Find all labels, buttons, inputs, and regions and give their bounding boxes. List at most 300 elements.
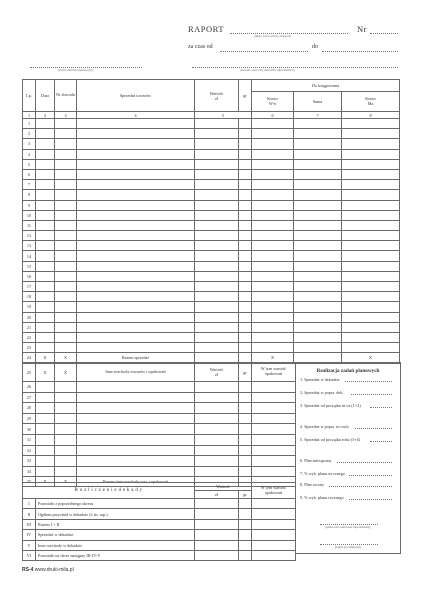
cell[interactable]: [36, 424, 55, 435]
cell[interactable]: [195, 519, 239, 529]
cell[interactable]: [77, 413, 195, 424]
cell[interactable]: [252, 282, 294, 292]
cell[interactable]: [195, 302, 239, 312]
cell[interactable]: [55, 169, 77, 179]
cell[interactable]: [36, 220, 55, 230]
cell[interactable]: [342, 200, 400, 210]
cell[interactable]: [342, 292, 400, 302]
cell[interactable]: [294, 190, 342, 200]
cell[interactable]: [36, 445, 55, 456]
cell[interactable]: [195, 434, 239, 445]
cell[interactable]: [36, 282, 55, 292]
cell[interactable]: [252, 530, 296, 540]
cell[interactable]: [239, 392, 252, 403]
cell[interactable]: [55, 343, 77, 353]
cell[interactable]: [195, 392, 239, 403]
cell[interactable]: [252, 434, 296, 445]
cell[interactable]: [239, 445, 252, 456]
cell[interactable]: [252, 540, 296, 550]
cell[interactable]: [252, 466, 296, 477]
cell[interactable]: [36, 292, 55, 302]
cell[interactable]: [77, 456, 195, 467]
cell[interactable]: [342, 251, 400, 261]
cell[interactable]: [77, 210, 195, 220]
table-row: [23, 445, 296, 456]
col-wartosc-zl-header: [195, 80, 239, 112]
cell[interactable]: [55, 139, 77, 149]
cell[interactable]: [55, 434, 77, 445]
cell[interactable]: [77, 190, 195, 200]
row-number: 10: [23, 210, 36, 220]
cell[interactable]: [342, 261, 400, 271]
col-konto-wn-header: Konto W-n: [252, 92, 294, 112]
cell[interactable]: [36, 241, 55, 251]
cell[interactable]: [55, 282, 77, 292]
cell[interactable]: [77, 434, 195, 445]
cell[interactable]: [77, 200, 195, 210]
table-row: [23, 302, 400, 312]
cell[interactable]: [252, 403, 296, 414]
realizacja-value-field[interactable]: [345, 381, 392, 382]
cell[interactable]: [36, 231, 55, 241]
cell[interactable]: [195, 119, 239, 129]
cell[interactable]: [239, 424, 252, 435]
cell[interactable]: [77, 261, 195, 271]
cell[interactable]: [252, 149, 294, 159]
cell[interactable]: [239, 210, 252, 220]
cell[interactable]: [55, 413, 77, 424]
cell[interactable]: [55, 312, 77, 322]
cell[interactable]: [77, 343, 195, 353]
cell[interactable]: [252, 343, 294, 353]
cell[interactable]: [252, 190, 294, 200]
cell[interactable]: [294, 261, 342, 271]
cell[interactable]: [239, 509, 252, 519]
rozliczenie-gr-header: gr: [239, 491, 252, 499]
cell[interactable]: [36, 312, 55, 322]
cell[interactable]: [294, 159, 342, 169]
cell[interactable]: [252, 129, 294, 139]
cell[interactable]: [77, 403, 195, 414]
cell[interactable]: [195, 261, 239, 271]
cell[interactable]: [239, 343, 252, 353]
cell[interactable]: [55, 190, 77, 200]
cell[interactable]: [195, 200, 239, 210]
cell[interactable]: [239, 190, 252, 200]
cell[interactable]: [195, 509, 239, 519]
cell[interactable]: [239, 271, 252, 281]
date-to-field[interactable]: [322, 51, 398, 52]
cell[interactable]: [77, 332, 195, 342]
cell[interactable]: [294, 332, 342, 342]
cell[interactable]: [252, 220, 294, 230]
cell[interactable]: [36, 392, 55, 403]
cell[interactable]: [36, 119, 55, 129]
cell[interactable]: [239, 382, 252, 393]
cell[interactable]: [342, 231, 400, 241]
cell[interactable]: [239, 540, 252, 550]
cell[interactable]: [252, 241, 294, 251]
cell[interactable]: [239, 241, 252, 251]
cell[interactable]: [239, 530, 252, 540]
cell[interactable]: [342, 119, 400, 129]
cell[interactable]: [195, 540, 239, 550]
cell[interactable]: [252, 261, 294, 271]
cell[interactable]: [36, 261, 55, 271]
cell[interactable]: [77, 129, 195, 139]
cell[interactable]: [36, 159, 55, 169]
cell[interactable]: [239, 434, 252, 445]
cell[interactable]: [36, 302, 55, 312]
cell[interactable]: [55, 392, 77, 403]
cell[interactable]: [195, 332, 239, 342]
cell[interactable]: [55, 382, 77, 393]
cell[interactable]: [252, 445, 296, 456]
cell[interactable]: [342, 220, 400, 230]
cell[interactable]: [195, 424, 239, 435]
cell[interactable]: [195, 129, 239, 139]
cell[interactable]: [55, 456, 77, 467]
za-czas-od-label: za czas od: [188, 44, 213, 50]
cell[interactable]: [36, 456, 55, 467]
cell[interactable]: [77, 139, 195, 149]
cell[interactable]: [195, 382, 239, 393]
cell[interactable]: [195, 413, 239, 424]
cell[interactable]: [77, 180, 195, 190]
cell[interactable]: [195, 180, 239, 190]
cell[interactable]: [252, 332, 294, 342]
cell[interactable]: [239, 519, 252, 529]
cell[interactable]: [36, 251, 55, 261]
cell[interactable]: [36, 200, 55, 210]
table-row: [23, 200, 400, 210]
cell[interactable]: [252, 392, 296, 403]
cell[interactable]: [77, 149, 195, 159]
cell[interactable]: [195, 210, 239, 220]
cell[interactable]: [252, 382, 296, 393]
stamp-field[interactable]: [30, 67, 142, 68]
date-from-field[interactable]: [220, 51, 308, 52]
cell[interactable]: [77, 159, 195, 169]
cell[interactable]: [294, 282, 342, 292]
row-number: 26: [23, 382, 36, 393]
cell[interactable]: [239, 200, 252, 210]
col-num: 7: [294, 112, 342, 119]
cell[interactable]: [252, 322, 294, 332]
rozliczenie-row: [23, 530, 296, 540]
cell[interactable]: [55, 332, 77, 342]
cell[interactable]: [195, 292, 239, 302]
row-number: 3: [23, 139, 36, 149]
cell[interactable]: [239, 149, 252, 159]
cell[interactable]: [239, 261, 252, 271]
cell[interactable]: [252, 499, 296, 509]
cell[interactable]: [195, 322, 239, 332]
cell[interactable]: [195, 251, 239, 261]
cell[interactable]: [195, 271, 239, 281]
cell[interactable]: [239, 169, 252, 179]
cell[interactable]: [77, 169, 195, 179]
cell[interactable]: [239, 292, 252, 302]
cell[interactable]: [55, 180, 77, 190]
cell[interactable]: [252, 312, 294, 322]
table-row: [23, 413, 296, 424]
cell[interactable]: [239, 403, 252, 414]
cell[interactable]: [55, 149, 77, 159]
responsible-person-field[interactable]: [192, 67, 398, 68]
cell[interactable]: [36, 210, 55, 220]
table-row: [23, 271, 400, 281]
cell[interactable]: [342, 180, 400, 190]
cell[interactable]: [55, 210, 77, 220]
cell[interactable]: [252, 413, 296, 424]
cell[interactable]: [55, 159, 77, 169]
cell[interactable]: [294, 231, 342, 241]
cell[interactable]: [252, 550, 296, 560]
cell[interactable]: [252, 456, 296, 467]
realizacja-value-field[interactable]: [370, 407, 392, 408]
cell[interactable]: [294, 322, 342, 332]
cell[interactable]: [195, 312, 239, 322]
rozliczenie-title: R o z l i c z e n i e d e k a d y: [23, 483, 195, 499]
cell[interactable]: [36, 403, 55, 414]
cell[interactable]: [55, 119, 77, 129]
cell[interactable]: [195, 231, 239, 241]
cell[interactable]: [195, 343, 239, 353]
cell[interactable]: [77, 445, 195, 456]
cell[interactable]: [342, 241, 400, 251]
cell[interactable]: [239, 220, 252, 230]
cell[interactable]: [77, 271, 195, 281]
cell[interactable]: [239, 550, 252, 560]
cell[interactable]: [55, 241, 77, 251]
cell[interactable]: [252, 180, 294, 190]
x-mark: X: [36, 353, 55, 363]
cell[interactable]: [342, 332, 400, 342]
cell[interactable]: [239, 129, 252, 139]
cell[interactable]: [195, 220, 239, 230]
cell[interactable]: [239, 119, 252, 129]
cell[interactable]: [239, 322, 252, 332]
cell[interactable]: [294, 180, 342, 190]
cell[interactable]: [77, 382, 195, 393]
cell[interactable]: [239, 251, 252, 261]
cell[interactable]: [195, 550, 239, 560]
cell[interactable]: [195, 149, 239, 159]
cell[interactable]: [36, 149, 55, 159]
cell[interactable]: [55, 231, 77, 241]
cell[interactable]: [294, 169, 342, 179]
cell[interactable]: [294, 139, 342, 149]
cell[interactable]: [55, 129, 77, 139]
cell[interactable]: [294, 241, 342, 251]
cell[interactable]: [239, 466, 252, 477]
cell[interactable]: [77, 392, 195, 403]
cell[interactable]: [77, 466, 195, 477]
cell[interactable]: [55, 322, 77, 332]
nr-field[interactable]: [370, 33, 398, 34]
cell[interactable]: [294, 129, 342, 139]
cell[interactable]: [77, 220, 195, 230]
x-mark: X: [36, 477, 55, 487]
cell[interactable]: [294, 200, 342, 210]
cell[interactable]: [239, 282, 252, 292]
cell[interactable]: [195, 403, 239, 414]
realizacja-value-field[interactable]: [349, 499, 392, 500]
cell[interactable]: [239, 312, 252, 322]
cell[interactable]: [239, 139, 252, 149]
cell[interactable]: [342, 139, 400, 149]
cell[interactable]: [77, 119, 195, 129]
cell[interactable]: [252, 159, 294, 169]
cell[interactable]: [36, 271, 55, 281]
cell[interactable]: [36, 382, 55, 393]
table-row: [23, 231, 400, 241]
cell[interactable]: [252, 509, 296, 519]
realizacja-title: Realizacja zadań planowych: [316, 368, 380, 374]
cell[interactable]: [239, 302, 252, 312]
cell[interactable]: [195, 456, 239, 467]
cell[interactable]: [252, 271, 294, 281]
cell[interactable]: [77, 241, 195, 251]
cell[interactable]: [239, 456, 252, 467]
cell[interactable]: [294, 220, 342, 230]
cell[interactable]: [294, 312, 342, 322]
realizacja-value-field[interactable]: [355, 428, 392, 429]
x-mark: X: [55, 477, 77, 487]
cell[interactable]: [294, 210, 342, 220]
cell[interactable]: [342, 282, 400, 292]
wartosc-zl-header: [195, 363, 239, 382]
cell[interactable]: [294, 271, 342, 281]
realizacja-value-field[interactable]: [337, 462, 392, 463]
cell[interactable]: [195, 190, 239, 200]
cell[interactable]: [252, 251, 294, 261]
cell[interactable]: [252, 424, 296, 435]
report-name-field[interactable]: [230, 33, 348, 34]
cell[interactable]: [195, 499, 239, 509]
cell[interactable]: [195, 445, 239, 456]
realizacja-panel: [295, 362, 401, 554]
cell[interactable]: [342, 312, 400, 322]
cell[interactable]: [239, 332, 252, 342]
cell[interactable]: [77, 424, 195, 435]
cell[interactable]: [195, 282, 239, 292]
cell[interactable]: [77, 251, 195, 261]
cell[interactable]: [195, 241, 239, 251]
rozliczenie-row-label: Razem I + II: [36, 519, 195, 529]
realizacja-item: 3. Sprzedaż od początku m-ca (1+2): [300, 403, 361, 408]
signature-caption: (podpis osoby materialnie odpowiedzialnej): [325, 526, 371, 529]
cell[interactable]: [55, 424, 77, 435]
cell[interactable]: [342, 169, 400, 179]
cell[interactable]: [77, 302, 195, 312]
cell[interactable]: [342, 302, 400, 312]
cell[interactable]: [195, 466, 239, 477]
cell[interactable]: [55, 445, 77, 456]
cell[interactable]: [342, 322, 400, 332]
cell[interactable]: [77, 292, 195, 302]
cell[interactable]: [294, 149, 342, 159]
cell[interactable]: [294, 292, 342, 302]
cell[interactable]: [77, 322, 195, 332]
cell[interactable]: [294, 251, 342, 261]
cell[interactable]: [36, 434, 55, 445]
cell[interactable]: [36, 129, 55, 139]
cell[interactable]: [342, 129, 400, 139]
cell[interactable]: [252, 139, 294, 149]
cell[interactable]: [55, 220, 77, 230]
realizacja-value-field[interactable]: [351, 394, 392, 395]
cell[interactable]: [55, 261, 77, 271]
table-row: [23, 149, 400, 159]
cell[interactable]: [77, 231, 195, 241]
cell[interactable]: [342, 210, 400, 220]
cell[interactable]: [342, 190, 400, 200]
cell[interactable]: [36, 322, 55, 332]
cell[interactable]: [252, 169, 294, 179]
checker-signature-field[interactable]: [320, 544, 378, 545]
cell[interactable]: [55, 200, 77, 210]
cell[interactable]: [77, 312, 195, 322]
cell[interactable]: [36, 466, 55, 477]
realizacja-value-field[interactable]: [349, 475, 392, 476]
row-number: 29: [23, 413, 36, 424]
cell[interactable]: [36, 343, 55, 353]
cell[interactable]: [239, 231, 252, 241]
cell[interactable]: [252, 119, 294, 129]
cell[interactable]: [55, 292, 77, 302]
cell[interactable]: [252, 302, 294, 312]
cell[interactable]: [342, 343, 400, 353]
signature-field[interactable]: [320, 524, 378, 525]
cell[interactable]: [195, 530, 239, 540]
cell[interactable]: [55, 403, 77, 414]
cell[interactable]: [342, 149, 400, 159]
cell[interactable]: [36, 169, 55, 179]
cell[interactable]: [252, 292, 294, 302]
cell[interactable]: [239, 180, 252, 190]
cell[interactable]: [239, 499, 252, 509]
cell[interactable]: [294, 119, 342, 129]
cell[interactable]: [252, 200, 294, 210]
cell[interactable]: [252, 210, 294, 220]
cell[interactable]: [239, 159, 252, 169]
realizacja-value-field[interactable]: [329, 486, 392, 487]
realizacja-value-field[interactable]: [370, 441, 392, 442]
cell[interactable]: [252, 231, 294, 241]
cell[interactable]: [36, 139, 55, 149]
cell[interactable]: [195, 139, 239, 149]
cell[interactable]: [195, 169, 239, 179]
cell[interactable]: [239, 413, 252, 424]
cell[interactable]: [55, 271, 77, 281]
cell[interactable]: [342, 159, 400, 169]
cell[interactable]: [55, 466, 77, 477]
cell[interactable]: [77, 282, 195, 292]
cell[interactable]: [55, 251, 77, 261]
cell[interactable]: [36, 413, 55, 424]
cell[interactable]: [252, 519, 296, 529]
cell[interactable]: [36, 180, 55, 190]
cell[interactable]: [342, 271, 400, 281]
cell[interactable]: [36, 332, 55, 342]
cell[interactable]: [195, 159, 239, 169]
cell[interactable]: [294, 302, 342, 312]
cell[interactable]: [55, 302, 77, 312]
cell[interactable]: [294, 343, 342, 353]
cell[interactable]: [36, 190, 55, 200]
